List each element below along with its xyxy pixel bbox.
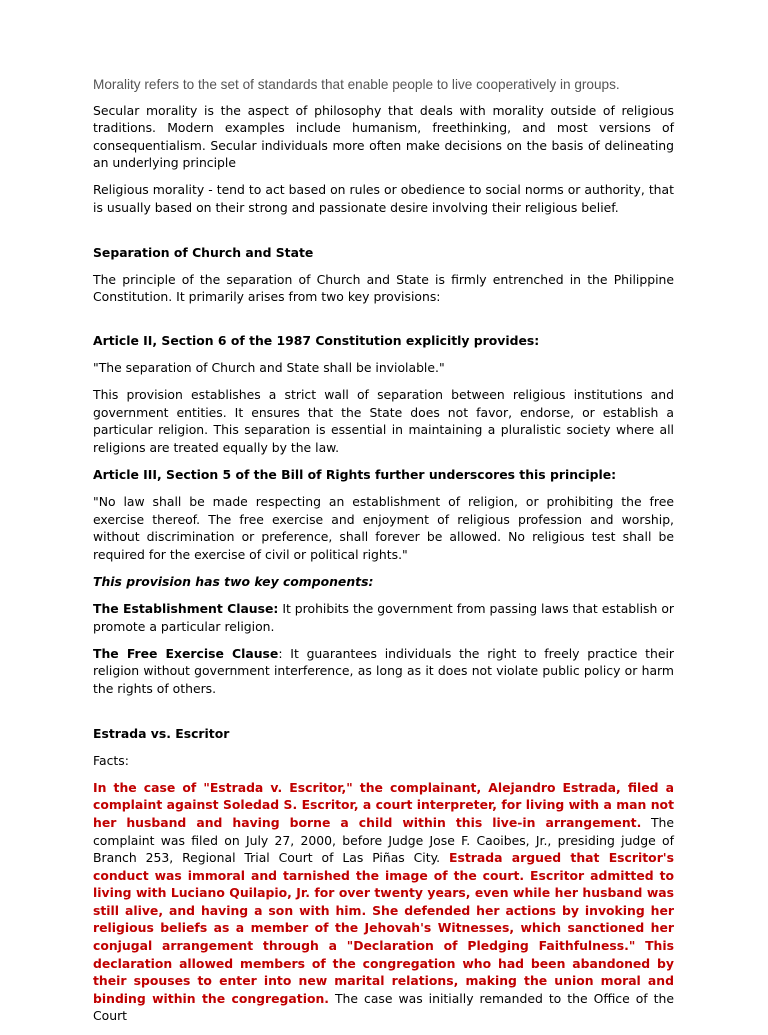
case-facts-paragraph [93, 779, 674, 1025]
article3-quote: "No law shall be made respecting an establishment of religion, or prohibiting the free exercise thereof. The free exercise and enjoyment of religious profession and worship, without discrimination or preference, shall forever be allowed. No religious test shall be required for the exercise of civil or political rights." [93, 494, 674, 562]
case-facts-text-2: The case was initially remanded to the Office of the Court [93, 990, 674, 1024]
separation-principle-paragraph: The principle of the separation of Church and State is firmly entrenched in the Philippine Constitution. It primarily arises from two key provisions: [93, 271, 674, 305]
free-exercise-clause-paragraph [93, 645, 674, 698]
article2-heading: Article II, Section 6 of the 1987 Constitution explicitly provides: [93, 332, 540, 348]
case-heading: Estrada vs. Escritor [93, 725, 230, 741]
free-exercise-clause-term: The Free Exercise Clause [93, 645, 279, 661]
facts-label: Facts: [93, 752, 129, 768]
secular-morality-paragraph: Secular morality is the aspect of philosophy that deals with morality outside of religious traditions. Modern examples include humanism, freethinking, and most versions of consequentialism. Secular individuals more often make decisions on the basis of delineating an underlying principle [93, 102, 674, 171]
article2-quote: "The separation of Church and State shall be inviolable." [93, 360, 445, 376]
document-page [93, 76, 674, 1035]
establishment-clause-paragraph [93, 600, 674, 635]
establishment-clause-term: The Establishment Clause: [93, 601, 279, 617]
case-facts-highlight-2: Estrada argued that Escritor's conduct was immoral and tarnished the image of the court. Escritor admitted to living with Luciano Quilapio, Jr. for over twenty years, even while her husband was still alive, and having a son with him. She defended her actions by invoking her religious beliefs as a member of the Jehovah's Witnesses, which sanctioned her conjugal arrangement through a "Declaration of Pledging Faithfulness." This declaration allowed members of the congregation who had been abandoned by their spouses to enter into new marital relations, making the union moral and binding within the congregation. [93, 850, 674, 1006]
religious-morality-paragraph: Religious morality - tend to act based on rules or obedience to social norms or authority, that is usually based on their strong and passionate desire involving their religious belief. [93, 182, 674, 216]
free-exercise-clause-text: : It guarantees individuals the right to freely practice their religion without government interference, as long as it does not violate public policy or harm the rights of others. [93, 645, 674, 696]
article2-explanation: This provision establishes a strict wall of separation between religious institutions and government entities. It ensures that the State does not favor, endorse, or establish a particular religion. This separation is essential in maintaining a pluralistic society where all religions are treated equally by the law. [93, 387, 674, 455]
separation-heading: Separation of Church and State [93, 244, 314, 260]
components-heading: This provision has two key components: [93, 573, 374, 589]
case-facts-text-1: The complaint was filed on July 27, 2000, before Judge Jose F. Caoibes, Jr., presiding judge of Branch 253, Regional Trial Court of Las Piñas City. [93, 814, 674, 866]
establishment-clause-text: It prohibits the government from passing laws that establish or promote a particular religion. [93, 601, 674, 634]
article3-heading: Article III, Section 5 of the Bill of Rights further underscores this principle: [93, 467, 617, 482]
case-facts-highlight-1: In the case of "Estrada v. Escritor," the complainant, Alejandro Estrada, filed a complaint against Soledad S. Escritor, a court interpreter, for living with a man not her husband and having borne a child within this live-in arrangement. [93, 779, 674, 830]
intro-text: Morality refers to the set of standards that enable people to live cooperatively in groups. [93, 77, 620, 92]
